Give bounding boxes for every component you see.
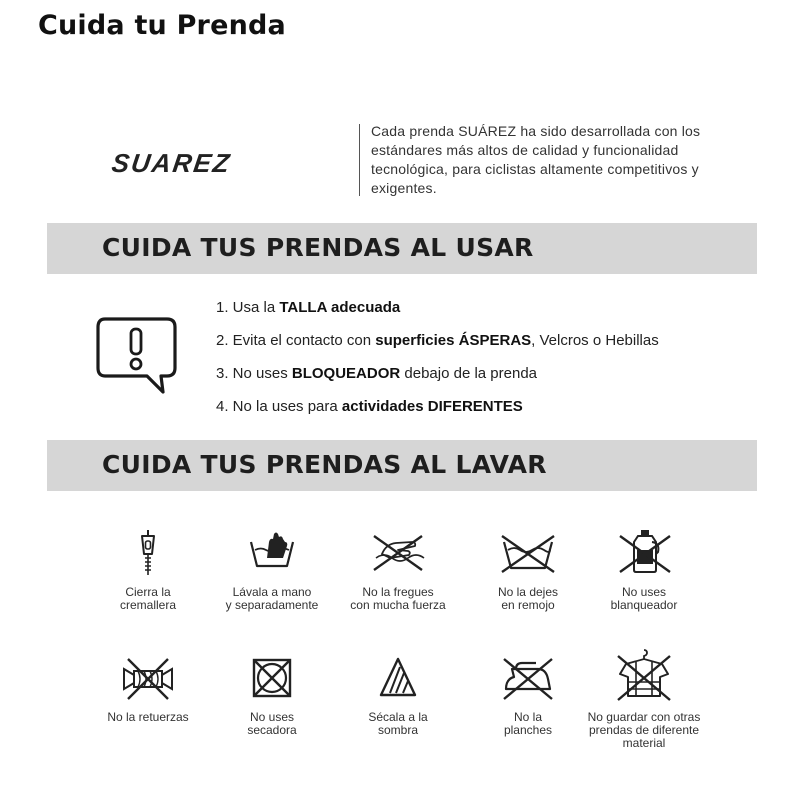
care-item-no-soak: No la dejes en remojo — [466, 528, 590, 612]
alert-speech-bubble-icon — [95, 316, 179, 396]
use-rule-item: 2. Evita el contacto con superficies ÁSPERAS, Velcros o Hebillas — [216, 332, 659, 349]
no-iron-icon — [498, 653, 558, 703]
no-store-together-icon — [614, 646, 674, 703]
brand-logo: SUAREZ — [109, 148, 234, 178]
care-item-no-scrub: No la fregues con mucha fuerza — [336, 528, 460, 612]
zipper-icon — [123, 528, 173, 578]
use-rules-list — [216, 297, 659, 429]
care-item-no-store-together: No guardar con otras prendas de diferente material — [582, 646, 706, 750]
care-item-zipper: Cierra la cremallera — [86, 528, 210, 612]
page-title: Cuida tu Prenda — [38, 10, 286, 41]
no-soak-icon — [498, 528, 558, 578]
brand-description: Cada prenda SUÁREZ ha sido desarrollada con los estándares más altos de calidad y funcionalidad tecnológica, para ciclistas altamente competitivos y exigentes. — [371, 123, 701, 196]
brand-header — [0, 120, 800, 200]
care-item-no-iron: No la planches — [466, 653, 590, 737]
care-item-no-wring: No la retuerzas — [86, 653, 210, 724]
no-bleach-icon — [614, 528, 674, 578]
wash-section-title: CUIDA TUS PRENDAS AL LAVAR — [102, 450, 547, 479]
use-section-header — [47, 223, 757, 274]
no-scrub-icon — [368, 528, 428, 578]
no-wring-icon — [118, 653, 178, 703]
use-rule-item: 1. Usa la TALLA adecuada — [216, 299, 401, 316]
care-item-hand-wash: Lávala a mano y separadamente — [210, 528, 334, 612]
no-tumble-dry-icon — [247, 653, 297, 703]
use-rule-item: 3. No uses BLOQUEADOR debajo de la prenda — [216, 365, 537, 382]
brand-divider — [359, 124, 360, 196]
use-section-title: CUIDA TUS PRENDAS AL USAR — [102, 233, 534, 262]
care-item-shade-dry: Sécala a la sombra — [336, 653, 460, 737]
use-rule-item: 4. No la uses para actividades DIFERENTES — [216, 398, 523, 415]
care-item-no-tumble-dry: No uses secadora — [210, 653, 334, 737]
shade-dry-icon — [373, 653, 423, 703]
wash-section-header — [47, 440, 757, 491]
hand-wash-icon — [247, 528, 297, 578]
care-item-no-bleach: No uses blanqueador — [582, 528, 706, 612]
